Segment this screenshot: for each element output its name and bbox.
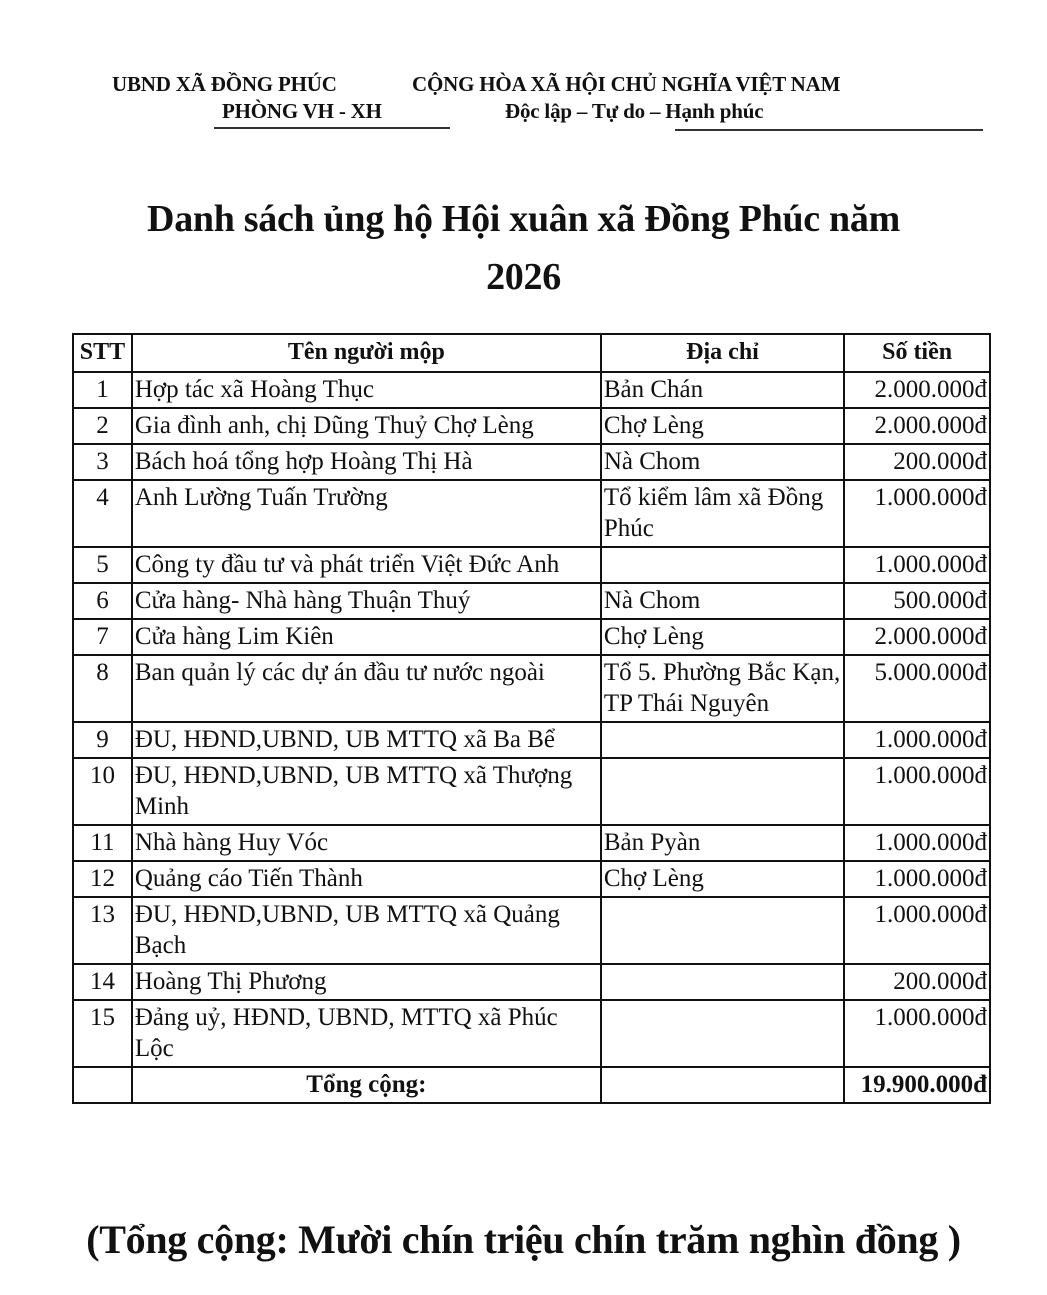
- donor-name-cell: ĐU, HĐND,UBND, UB MTTQ xã Quảng Bạch: [132, 897, 601, 964]
- address-cell: Bản Chán: [601, 372, 844, 408]
- address-cell: Tổ 5. Phường Bắc Kạn, TP Thái Nguyên: [601, 655, 844, 722]
- total-address-cell: [601, 1067, 844, 1103]
- total-stt-cell: [73, 1067, 132, 1103]
- address-cell: Chợ Lèng: [601, 619, 844, 655]
- stt-cell: 2: [73, 408, 132, 444]
- address-cell: [601, 897, 844, 964]
- department-underline: [214, 127, 450, 129]
- donor-name-cell: Hợp tác xã Hoàng Thục: [132, 372, 601, 408]
- amount-cell: 1.000.000đ: [844, 1000, 990, 1067]
- address-cell: Nà Chom: [601, 444, 844, 480]
- amount-cell: 200.000đ: [844, 964, 990, 1000]
- amount-cell: 2.000.000đ: [844, 372, 990, 408]
- amount-cell: 2.000.000đ: [844, 408, 990, 444]
- donor-name-cell: Hoàng Thị Phương: [132, 964, 601, 1000]
- donor-name-cell: Cửa hàng Lim Kiên: [132, 619, 601, 655]
- amount-cell: 1.000.000đ: [844, 758, 990, 825]
- table-row: [73, 897, 990, 964]
- address-cell: [601, 964, 844, 1000]
- stt-cell: 13: [73, 897, 132, 964]
- title-line-2: 2026: [486, 256, 561, 298]
- motto-underline: [675, 129, 983, 131]
- national-title: CỘNG HÒA XÃ HỘI CHỦ NGHĨA VIỆT NAM: [412, 72, 841, 96]
- amount-cell: 500.000đ: [844, 583, 990, 619]
- stt-cell: 15: [73, 1000, 132, 1067]
- stt-cell: 14: [73, 964, 132, 1000]
- address-cell: [601, 547, 844, 583]
- table-row: [73, 1000, 990, 1067]
- total-row: [73, 1067, 990, 1103]
- title-line-1: Danh sách ủng hộ Hội xuân xã Đồng Phúc năm: [147, 198, 900, 240]
- stt-cell: 8: [73, 655, 132, 722]
- address-cell: Chợ Lèng: [601, 408, 844, 444]
- table-row: [73, 825, 990, 861]
- donor-name-cell: Bách hoá tổng hợp Hoàng Thị Hà: [132, 444, 601, 480]
- stt-cell: 10: [73, 758, 132, 825]
- column-header-address: Địa chỉ: [601, 334, 844, 372]
- address-cell: [601, 722, 844, 758]
- amount-cell: 1.000.000đ: [844, 480, 990, 547]
- donor-name-cell: Quảng cáo Tiến Thành: [132, 861, 601, 897]
- stt-cell: 12: [73, 861, 132, 897]
- column-header-amount: Số tiền: [844, 334, 990, 372]
- address-cell: Tổ kiểm lâm xã Đồng Phúc: [601, 480, 844, 547]
- table-row: [73, 408, 990, 444]
- column-header-name: Tên người mộp: [132, 334, 601, 372]
- donor-name-cell: Ban quản lý các dự án đầu tư nước ngoài: [132, 655, 601, 722]
- table-row: [73, 861, 990, 897]
- address-cell: Bản Pyàn: [601, 825, 844, 861]
- stt-cell: 4: [73, 480, 132, 547]
- total-in-words: (Tổng cộng: Mười chín triệu chín trăm nghìn đồng ): [86, 1217, 961, 1262]
- table-row: [73, 372, 990, 408]
- stt-cell: 5: [73, 547, 132, 583]
- donor-name-cell: Nhà hàng Huy Vóc: [132, 825, 601, 861]
- table-header-row: [73, 334, 990, 372]
- table-row: [73, 547, 990, 583]
- donor-name-cell: Gia đình anh, chị Dũng Thuỷ Chợ Lèng: [132, 408, 601, 444]
- amount-cell: 1.000.000đ: [844, 722, 990, 758]
- total-amount: 19.900.000đ: [844, 1067, 990, 1103]
- table-row: [73, 964, 990, 1000]
- amount-cell: 1.000.000đ: [844, 861, 990, 897]
- stt-cell: 7: [73, 619, 132, 655]
- table-row: [73, 480, 990, 547]
- donor-name-cell: Công ty đầu tư và phát triển Việt Đức Anh: [132, 547, 601, 583]
- stt-cell: 11: [73, 825, 132, 861]
- amount-cell: 1.000.000đ: [844, 897, 990, 964]
- address-cell: Chợ Lèng: [601, 861, 844, 897]
- donor-name-cell: ĐU, HĐND,UBND, UB MTTQ xã Ba Bể: [132, 722, 601, 758]
- amount-cell: 5.000.000đ: [844, 655, 990, 722]
- donor-name-cell: Đảng uỷ, HĐND, UBND, MTTQ xã Phúc Lộc: [132, 1000, 601, 1067]
- national-motto: Độc lập – Tự do – Hạnh phúc: [505, 99, 764, 123]
- table-row: [73, 655, 990, 722]
- page-title: [0, 190, 1047, 306]
- amount-cell: 1.000.000đ: [844, 547, 990, 583]
- column-header-stt: STT: [73, 334, 132, 372]
- donor-name-cell: Anh Lường Tuấn Trường: [132, 480, 601, 547]
- stt-cell: 1: [73, 372, 132, 408]
- table-row: [73, 758, 990, 825]
- address-cell: [601, 758, 844, 825]
- issuing-department: PHÒNG VH - XH: [222, 99, 382, 123]
- address-cell: [601, 1000, 844, 1067]
- issuing-authority: UBND XÃ ĐỒNG PHÚC: [112, 72, 337, 96]
- total-label: Tổng cộng:: [132, 1067, 601, 1103]
- table-row: [73, 722, 990, 758]
- table-row: [73, 444, 990, 480]
- donor-name-cell: ĐU, HĐND,UBND, UB MTTQ xã Thượng Minh: [132, 758, 601, 825]
- stt-cell: 9: [73, 722, 132, 758]
- address-cell: Nà Chom: [601, 583, 844, 619]
- table-row: [73, 619, 990, 655]
- donor-table: [72, 333, 991, 1104]
- donor-name-cell: Cửa hàng- Nhà hàng Thuận Thuý: [132, 583, 601, 619]
- amount-cell: 2.000.000đ: [844, 619, 990, 655]
- table-row: [73, 583, 990, 619]
- stt-cell: 6: [73, 583, 132, 619]
- stt-cell: 3: [73, 444, 132, 480]
- amount-cell: 1.000.000đ: [844, 825, 990, 861]
- amount-cell: 200.000đ: [844, 444, 990, 480]
